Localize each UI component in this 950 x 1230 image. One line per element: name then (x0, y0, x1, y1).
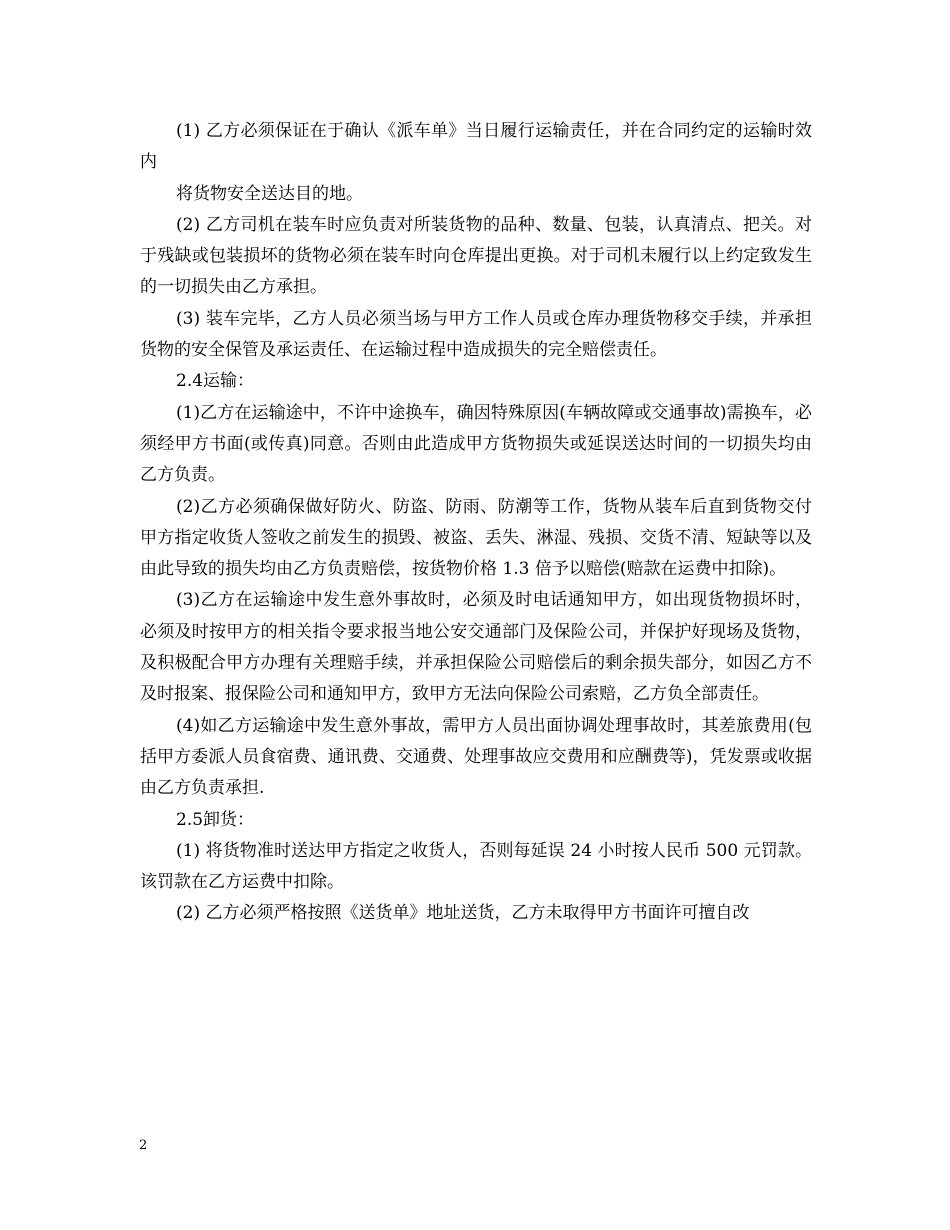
paragraph-transport-2: (2)乙方必须确保做好防火、防盗、防雨、防潮等工作，货物从装车后直到货物交付甲方指定收货人签收之前发生的损毁、被盗、丢失、淋湿、残损、交货不清、短缺等以及由此导致的损失均由乙方负责赔偿，按货物价格 1.3 倍予以赔偿(赔款在运费中扣除)。 (140, 496, 812, 580)
paragraph-loading-1: (1) 乙方必须保证在于确认《派车单》当日履行运输责任，并在合同约定的运输时效内 (140, 121, 812, 173)
paragraph-loading-1-continued: 将货物安全送达目的地。 (176, 183, 363, 204)
section-heading-transport: 2.4运输： (176, 371, 255, 392)
section-heading-unloading: 2.5卸货： (176, 809, 255, 830)
paragraph-unloading-1: (1) 将货物准时送达甲方指定之收货人，否则每延误 24 小时按人民币 500 元罚款。该罚款在乙方运费中扣除。 (140, 840, 812, 893)
paragraph-loading-2: (2) 乙方司机在装车时应负责对所装货物的品种、数量、包装，认真清点、把关。对于残缺或包装损坏的货物必须在装车时向仓库提出更换。对于司机未履行以上约定致发生的一切损失由乙方承担。 (140, 214, 812, 298)
page-number: 2 (139, 1138, 148, 1153)
paragraph-loading-3: (3) 装车完毕，乙方人员必须当场与甲方工作人员或仓库办理货物移交手续，并承担货物的安全保管及承运责任、在运输过程中造成损失的完全赔偿责任。 (140, 308, 812, 361)
paragraph-transport-3: (3)乙方在运输途中发生意外事故时，必须及时电话通知甲方，如出现货物损坏时，必须及时按甲方的相关指令要求报当地公安交通部门及保险公司，并保护好现场及货物，及积极配合甲方办理有关理赔手续，并承担保险公司赔偿后的剩余损失部分，如因乙方不及时报案、报保险公司和通知甲方，致甲方无法向保险公司索赔，乙方负全部责任。 (140, 590, 812, 705)
paragraph-transport-1: (1)乙方在运输途中，不许中途换车，确因特殊原因(车辆故障或交通事故)需换车，必须经甲方书面(或传真)同意。否则由此造成甲方货物损失或延误送达时间的一切损失均由乙方负责。 (140, 402, 812, 486)
paragraph-transport-4: (4)如乙方运输途中发生意外事故，需甲方人员出面协调处理事故时，其差旅费用(包括甲方委派人员食宿费、通讯费、交通费、处理事故应交费用和应酬费等)，凭发票或收据由乙方负责承担. (140, 715, 812, 799)
paragraph-unloading-2: (2) 乙方必须严格按照《送货单》地址送货，乙方未取得甲方书面许可擅自改 (176, 903, 750, 924)
document-body (140, 116, 812, 930)
